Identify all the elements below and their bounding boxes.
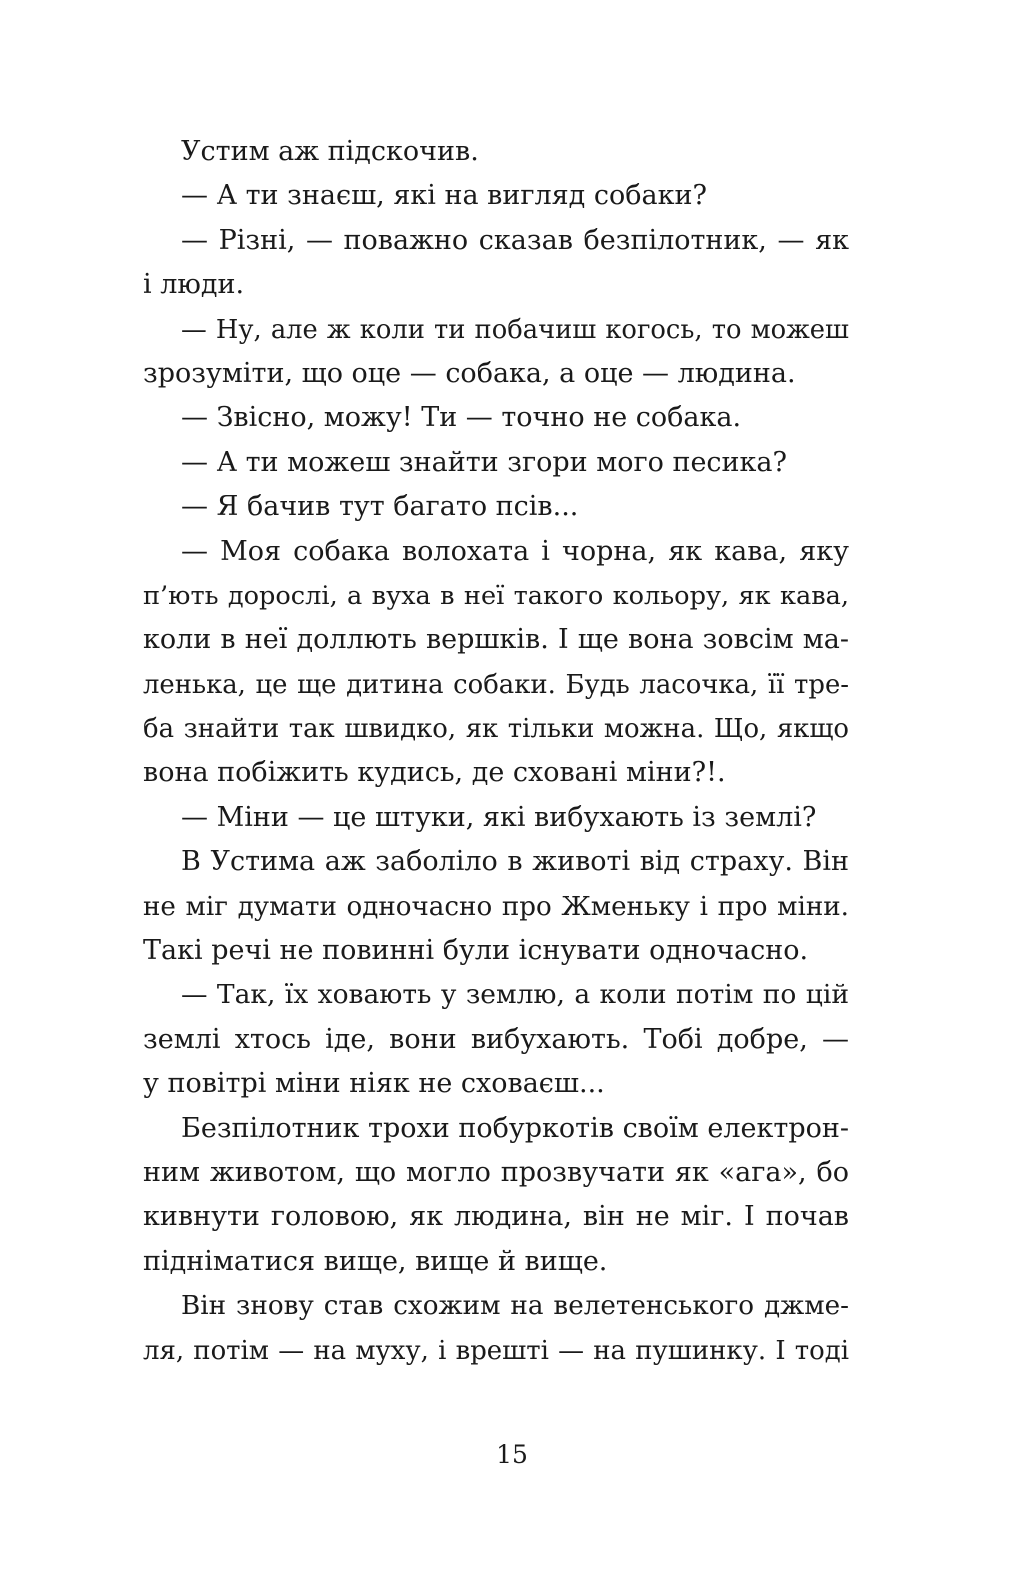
text-line: ля, потім — на муху, і врешті — на пушинку. І тоді: [143, 1335, 849, 1366]
text-line: коли в неї доллють вершків. І ще вона зовсім ма-: [143, 624, 849, 656]
text-line: і люди.: [143, 269, 245, 301]
body-text: [143, 130, 849, 1373]
text-line: — Моя собака волохата і чорна, як кава, яку: [181, 535, 849, 567]
text-line: — А ти можеш знайти згори мого песика?: [181, 446, 787, 478]
page-number: 15: [496, 1440, 528, 1469]
text-line: В Устима аж заболіло в животі від страху. Він: [181, 846, 849, 878]
text-line: — Так, їх ховають у землю, а коли потім по цій: [181, 979, 849, 1011]
text-line: Він знову став схожим на велетенського джме-: [181, 1291, 849, 1322]
text-line: вона побіжить кудись, де сховані міни?!.: [143, 757, 726, 789]
text-line: підніматися вище, вище й вище.: [143, 1245, 608, 1277]
text-line: п’ють дорослі, а вуха в неї такого кольору, як кава,: [143, 580, 849, 611]
text-line: — Ну, але ж коли ти побачиш когось, то можеш: [181, 314, 849, 345]
text-line: не міг думати одночасно про Жменьку і про міни.: [143, 891, 849, 922]
text-line: у повітрі міни ніяк не сховаєш...: [143, 1068, 605, 1100]
text-line: ним животом, що могло прозвучати як «ага», бо: [143, 1156, 849, 1188]
text-line: зрозуміти, що оце — собака, а оце — людина.: [143, 357, 796, 389]
text-line: Безпілотник трохи побуркотів своїм електрон-: [181, 1112, 849, 1144]
text-line: Такі речі не повинні були існувати одночасно.: [143, 935, 809, 967]
text-line: кивнути головою, як людина, він не міг. І почав: [143, 1201, 849, 1233]
text-line: землі хтось іде, вони вибухають. Тобі добре, —: [143, 1023, 849, 1055]
text-line: Устим аж підскочив.: [181, 136, 479, 167]
text-line: — Звісно, можу! Ти — точно не собака.: [181, 402, 742, 434]
text-line: — А ти знаєш, які на вигляд собаки?: [181, 180, 707, 212]
text-line: — Міни — це штуки, які вибухають із землі?: [181, 801, 817, 833]
text-line: ба знайти так швидко, як тільки можна. Що, якщо: [143, 714, 849, 745]
text-line: — Я бачив тут багато псів...: [181, 491, 579, 523]
text-line: ленька, це ще дитина собаки. Будь ласочка, її тре-: [143, 669, 849, 700]
text-line: — Різні, — поважно сказав безпілотник, — як: [181, 224, 849, 256]
